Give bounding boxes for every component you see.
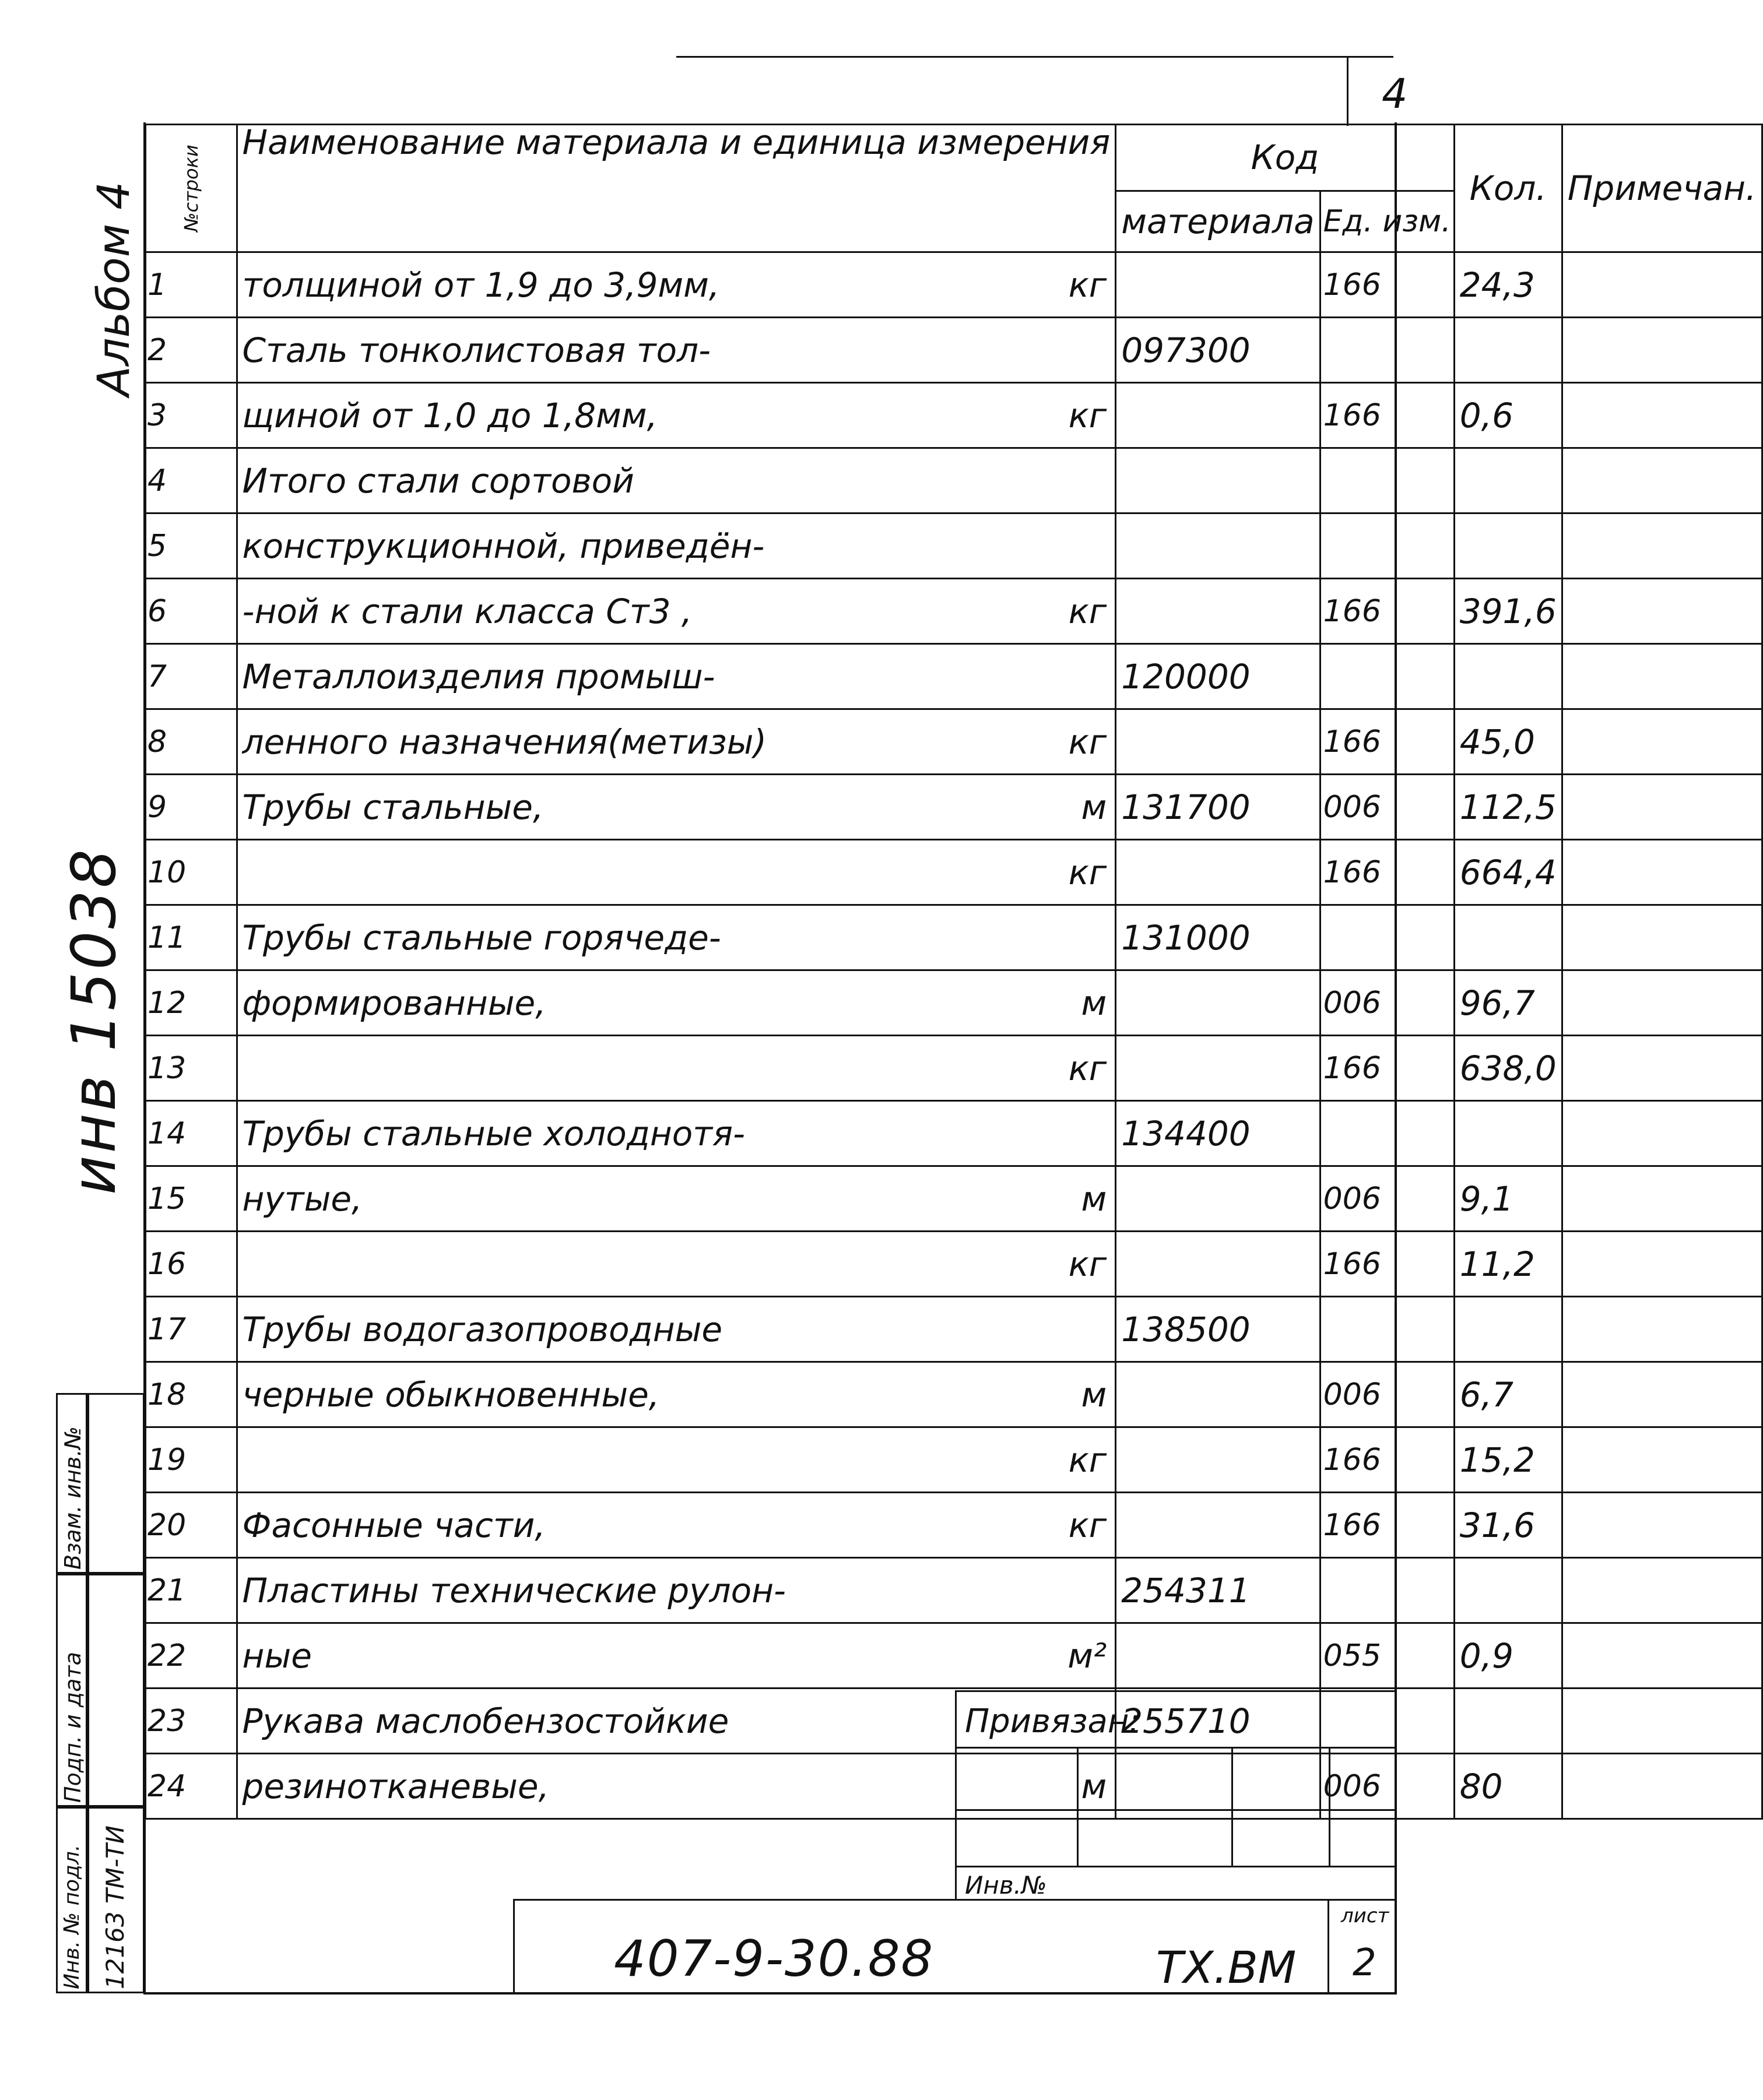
sheet-number: 2: [1353, 1941, 1376, 1985]
note: [1562, 1493, 1762, 1558]
material-name: конструкционной, приведён-: [242, 526, 765, 566]
material-name-cell: [237, 1101, 1116, 1166]
material-name-cell: [237, 1166, 1116, 1232]
table-row: [146, 1101, 1762, 1166]
table-row: [146, 1558, 1762, 1623]
material-name-cell: [237, 644, 1116, 709]
material-name: Металлоизделия промыш-: [242, 656, 715, 697]
quantity: 15,2: [1454, 1427, 1562, 1493]
note: [1562, 1427, 1762, 1493]
note: [1562, 383, 1762, 448]
material-name-cell: [237, 448, 1116, 513]
material-name-cell: [237, 1623, 1116, 1689]
material-code: [1116, 1362, 1320, 1427]
material-unit: кг: [1068, 591, 1107, 631]
note: [1562, 775, 1762, 840]
material-code: 254311: [1116, 1558, 1320, 1623]
unit-code: 166: [1320, 1427, 1454, 1493]
note: [1562, 970, 1762, 1036]
note: [1562, 709, 1762, 775]
quantity: 638,0: [1454, 1036, 1562, 1101]
row-number: 7: [146, 644, 237, 709]
stamp-grid-8: [1329, 1809, 1396, 1867]
row-number: 13: [146, 1036, 237, 1101]
header-code-unit: Ед. изм.: [1320, 191, 1454, 252]
row-number: 3: [146, 383, 237, 448]
material-unit: м: [1081, 1766, 1107, 1806]
row-number: 9: [146, 775, 237, 840]
row-number: 5: [146, 513, 237, 579]
table-row: [146, 252, 1762, 318]
row-number: 18: [146, 1362, 237, 1427]
row-number: 17: [146, 1297, 237, 1362]
side-inv-podl: Инв. № подл.: [56, 1807, 87, 1993]
table-row: [146, 513, 1762, 579]
unit-code: 166: [1320, 1232, 1454, 1297]
row-number: 15: [146, 1166, 237, 1232]
material-unit: кг: [1068, 1505, 1107, 1545]
quantity: [1454, 1558, 1562, 1623]
material-name: формированные,: [242, 983, 546, 1023]
material-name-cell: [237, 1362, 1116, 1427]
material-name-cell: [237, 1427, 1116, 1493]
header-note: Примечан.: [1562, 125, 1762, 252]
quantity: [1454, 513, 1562, 579]
stamp-inv-no: Инв.№: [955, 1866, 1396, 1901]
quantity: [1454, 318, 1562, 383]
side-vzam-inv: Взам. инв.№: [56, 1393, 87, 1574]
unit-code: 055: [1320, 1623, 1454, 1689]
material-name: Пластины технические рулон-: [242, 1570, 786, 1610]
quantity: 0,6: [1454, 383, 1562, 448]
material-name: Итого стали сортовой: [242, 460, 634, 501]
sheet-corner-number: 4: [1382, 70, 1408, 118]
quantity: [1454, 1297, 1562, 1362]
table-row: [146, 1623, 1762, 1689]
material-code: 138500: [1116, 1297, 1320, 1362]
table-row: [146, 1493, 1762, 1558]
material-name: Трубы водогазопроводные: [242, 1309, 723, 1349]
material-name-cell: [237, 1232, 1116, 1297]
material-code: [1116, 1036, 1320, 1101]
sheet-label: лист: [1341, 1904, 1389, 1927]
materials-table: [145, 124, 1763, 1820]
note: [1562, 513, 1762, 579]
material-code: [1116, 513, 1320, 579]
stamp-grid-1: [955, 1747, 1079, 1811]
stamp-main: [513, 1899, 1329, 1995]
material-name-cell: [237, 252, 1116, 318]
side-spare-1: [87, 1393, 145, 1574]
header-name: Наименование материала и единица измерения: [237, 125, 1116, 252]
quantity: [1454, 905, 1562, 970]
row-number: 24: [146, 1754, 237, 1819]
row-number: 23: [146, 1689, 237, 1754]
material-code: [1116, 252, 1320, 318]
quantity: 11,2: [1454, 1232, 1562, 1297]
stamp-grid-6: [1077, 1809, 1233, 1867]
table-row: [146, 318, 1762, 383]
unit-code: [1320, 448, 1454, 513]
section-code: ТХ.ВМ: [1156, 1941, 1297, 1993]
quantity: 80: [1454, 1754, 1562, 1819]
stamp-grid-5: [955, 1809, 1079, 1867]
row-number: 20: [146, 1493, 237, 1558]
material-unit: кг: [1068, 265, 1107, 305]
header-code-material: материала: [1116, 191, 1320, 252]
note: [1562, 1558, 1762, 1623]
table-row: [146, 1689, 1762, 1754]
material-name: -ной к стали класса Ст3 ,: [242, 591, 693, 631]
material-name: нутые,: [242, 1179, 363, 1219]
note: [1562, 1623, 1762, 1689]
unit-code: 166: [1320, 1036, 1454, 1101]
unit-code: 166: [1320, 709, 1454, 775]
material-name-cell: [237, 1036, 1116, 1101]
note: [1562, 1689, 1762, 1754]
unit-code: [1320, 318, 1454, 383]
quantity: 96,7: [1454, 970, 1562, 1036]
material-name-cell: [237, 1493, 1116, 1558]
material-code: 134400: [1116, 1101, 1320, 1166]
row-number: 8: [146, 709, 237, 775]
unit-code: 166: [1320, 252, 1454, 318]
material-name-cell: [237, 1297, 1116, 1362]
row-number: 12: [146, 970, 237, 1036]
material-unit: кг: [1068, 1048, 1107, 1088]
material-code: [1116, 1232, 1320, 1297]
note: [1562, 1101, 1762, 1166]
material-unit: кг: [1068, 722, 1107, 762]
material-name: Трубы стальные холоднотя-: [242, 1113, 745, 1153]
material-name-cell: [237, 905, 1116, 970]
material-name-cell: [237, 775, 1116, 840]
unit-code: [1320, 1101, 1454, 1166]
unit-code: 006: [1320, 1754, 1454, 1819]
quantity: 45,0: [1454, 709, 1562, 775]
note: [1562, 1166, 1762, 1232]
material-code: [1116, 1427, 1320, 1493]
side-spare-2: [87, 1574, 145, 1807]
top-border: [676, 56, 1393, 58]
material-code: [1116, 709, 1320, 775]
table-row: [146, 644, 1762, 709]
table-row: [146, 448, 1762, 513]
stamp-privyazan: Привязан:: [955, 1690, 1396, 1749]
material-code: 120000: [1116, 644, 1320, 709]
note: [1562, 905, 1762, 970]
table-row: [146, 1754, 1762, 1819]
side-podp-data: Подп. и дата: [56, 1574, 87, 1807]
unit-code: 166: [1320, 579, 1454, 644]
inv-podl-value: 12163 ТМ-ТИ: [101, 1825, 129, 1989]
table-row: [146, 970, 1762, 1036]
quantity: [1454, 448, 1562, 513]
quantity: 24,3: [1454, 252, 1562, 318]
note: [1562, 840, 1762, 905]
material-unit: кг: [1068, 1244, 1107, 1284]
quantity: [1454, 1689, 1562, 1754]
material-code: [1116, 1623, 1320, 1689]
material-code: [1116, 383, 1320, 448]
note: [1562, 1297, 1762, 1362]
material-code: 131700: [1116, 775, 1320, 840]
quantity: [1454, 1101, 1562, 1166]
table-row: [146, 1166, 1762, 1232]
note: [1562, 1232, 1762, 1297]
corner-box-left: [1347, 56, 1348, 126]
material-name-cell: [237, 970, 1116, 1036]
material-name-cell: [237, 840, 1116, 905]
quantity: 6,7: [1454, 1362, 1562, 1427]
quantity: 0,9: [1454, 1623, 1562, 1689]
row-number: 19: [146, 1427, 237, 1493]
note: [1562, 318, 1762, 383]
quantity: 31,6: [1454, 1493, 1562, 1558]
material-code: [1116, 448, 1320, 513]
material-code: [1116, 579, 1320, 644]
material-name: Трубы стальные,: [242, 787, 544, 827]
inventory-label: инв 15038: [58, 847, 129, 1195]
row-number: 14: [146, 1101, 237, 1166]
material-name: щиной от 1,0 до 1,8мм,: [242, 395, 658, 435]
material-name: Сталь тонколистовая тол-: [242, 330, 711, 370]
note: [1562, 448, 1762, 513]
material-unit: м²: [1067, 1635, 1107, 1676]
row-number: 6: [146, 579, 237, 644]
table-row: [146, 840, 1762, 905]
side-inv-podl-value-cell: [87, 1807, 145, 1993]
unit-code: 006: [1320, 1166, 1454, 1232]
table-row: [146, 905, 1762, 970]
material-name-cell: [237, 513, 1116, 579]
material-name-cell: [237, 709, 1116, 775]
quantity: 391,6: [1454, 579, 1562, 644]
stamp-grid-4: [1329, 1747, 1396, 1811]
material-unit: м: [1081, 1374, 1107, 1415]
unit-code: [1320, 644, 1454, 709]
table-row: [146, 383, 1762, 448]
header-qty: Кол.: [1454, 125, 1562, 252]
table-row: [146, 1232, 1762, 1297]
row-number: 1: [146, 252, 237, 318]
note: [1562, 1754, 1762, 1819]
material-name: ленного назначения(метизы): [242, 722, 767, 762]
table-row: [146, 1036, 1762, 1101]
table-row: [146, 579, 1762, 644]
material-unit: кг: [1068, 852, 1107, 892]
header-row-no: №строки: [146, 125, 237, 252]
table-row: [146, 1362, 1762, 1427]
table-row: [146, 709, 1762, 775]
material-unit: кг: [1068, 395, 1107, 435]
quantity: 664,4: [1454, 840, 1562, 905]
row-number: 10: [146, 840, 237, 905]
unit-code: [1320, 1297, 1454, 1362]
unit-code: 166: [1320, 383, 1454, 448]
material-name-cell: [237, 318, 1116, 383]
material-name: Фасонные части,: [242, 1505, 546, 1545]
header-code: Код: [1116, 125, 1455, 191]
material-unit: кг: [1068, 1440, 1107, 1480]
stamp-grid-3: [1231, 1747, 1330, 1811]
material-name: Трубы стальные горячеде-: [242, 917, 721, 958]
material-code: 255710: [1116, 1689, 1320, 1754]
album-label: Альбом 4: [87, 181, 139, 396]
material-code: [1116, 1166, 1320, 1232]
note: [1562, 252, 1762, 318]
row-number: 16: [146, 1232, 237, 1297]
material-name: резинотканевые,: [242, 1766, 550, 1806]
material-name: черные обыкновенные,: [242, 1374, 660, 1415]
material-name-cell: [237, 1558, 1116, 1623]
row-number: 21: [146, 1558, 237, 1623]
row-number: 2: [146, 318, 237, 383]
note: [1562, 1362, 1762, 1427]
unit-code: 166: [1320, 1493, 1454, 1558]
material-name-cell: [237, 383, 1116, 448]
stamp-grid-7: [1231, 1809, 1330, 1867]
note: [1562, 644, 1762, 709]
material-name: ные: [242, 1635, 312, 1676]
unit-code: 166: [1320, 840, 1454, 905]
quantity: 9,1: [1454, 1166, 1562, 1232]
material-name: толщиной от 1,9 до 3,9мм,: [242, 265, 720, 305]
stamp-sheet: [1327, 1899, 1396, 1995]
material-code: 131000: [1116, 905, 1320, 970]
table-row: [146, 1297, 1762, 1362]
table-row: [146, 1427, 1762, 1493]
material-unit: м: [1081, 1179, 1107, 1219]
material-name: Рукава маслобензостойкие: [242, 1701, 729, 1741]
quantity: [1454, 644, 1562, 709]
row-number: 11: [146, 905, 237, 970]
unit-code: [1320, 1558, 1454, 1623]
material-unit: м: [1081, 983, 1107, 1023]
unit-code: 006: [1320, 1362, 1454, 1427]
table-row: [146, 775, 1762, 840]
stamp-grid-2: [1077, 1747, 1233, 1811]
quantity: 112,5: [1454, 775, 1562, 840]
unit-code: [1320, 513, 1454, 579]
material-code: [1116, 840, 1320, 905]
doc-code: 407-9-30.88: [614, 1930, 935, 1988]
unit-code: [1320, 905, 1454, 970]
material-code: [1116, 970, 1320, 1036]
material-name-cell: [237, 579, 1116, 644]
material-code: 097300: [1116, 318, 1320, 383]
row-number: 4: [146, 448, 237, 513]
note: [1562, 579, 1762, 644]
unit-code: 006: [1320, 775, 1454, 840]
material-code: [1116, 1493, 1320, 1558]
unit-code: 006: [1320, 970, 1454, 1036]
note: [1562, 1036, 1762, 1101]
row-number: 22: [146, 1623, 237, 1689]
material-unit: м: [1081, 787, 1107, 827]
